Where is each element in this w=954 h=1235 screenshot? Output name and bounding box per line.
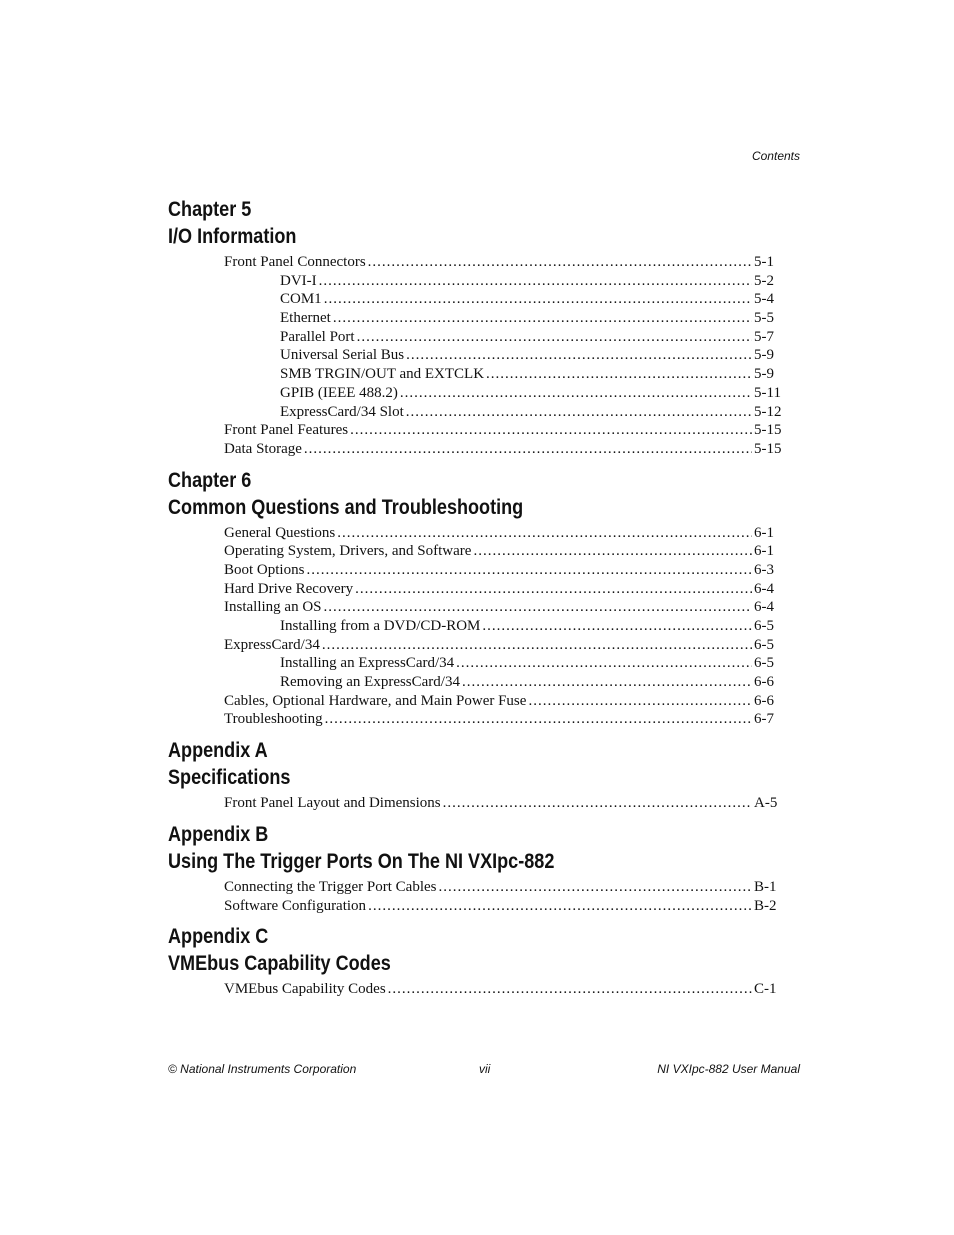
toc-entry[interactable] bbox=[280, 272, 784, 291]
running-head: Contents bbox=[751, 149, 800, 163]
dot-leader bbox=[473, 542, 752, 561]
toc-entry[interactable] bbox=[224, 421, 784, 440]
section-title: Common Questions and Troubleshooting bbox=[168, 495, 524, 519]
toc-entry-title: Installing from a DVD/CD-ROM bbox=[280, 618, 481, 634]
toc-entry[interactable] bbox=[224, 878, 784, 897]
toc-entry-page: 5-15 bbox=[754, 440, 782, 457]
dot-leader bbox=[368, 897, 752, 916]
toc-entry-list bbox=[168, 878, 784, 915]
toc-entry-list bbox=[168, 524, 784, 730]
toc-entry-page: 5-2 bbox=[754, 272, 774, 289]
toc-entry-page: B-1 bbox=[754, 878, 777, 895]
toc-entry-title: Parallel Port bbox=[280, 328, 355, 345]
dot-leader bbox=[486, 365, 752, 384]
section-title: VMEbus Capability Codes bbox=[168, 952, 391, 976]
toc-entry-title: Connecting the Trigger Port Cables bbox=[224, 878, 437, 895]
toc-entry-page: 5-12 bbox=[754, 403, 782, 420]
toc-entry[interactable] bbox=[224, 598, 784, 617]
section-label: Chapter 6 bbox=[168, 468, 252, 492]
page-footer bbox=[168, 1062, 800, 1078]
toc-entry[interactable] bbox=[280, 384, 784, 403]
toc-entry-page: 5-1 bbox=[754, 254, 774, 270]
toc-entry[interactable] bbox=[224, 636, 784, 655]
toc-entry-list bbox=[168, 253, 784, 459]
dot-leader bbox=[439, 878, 753, 897]
toc-entry[interactable] bbox=[224, 580, 784, 599]
dot-leader bbox=[322, 636, 752, 655]
toc-entry[interactable] bbox=[224, 253, 784, 272]
dot-leader bbox=[355, 580, 752, 599]
section-title: I/O Information bbox=[168, 225, 297, 248]
dot-leader bbox=[325, 710, 752, 729]
toc-entry[interactable] bbox=[224, 794, 784, 813]
section-label: Appendix C bbox=[168, 925, 269, 949]
toc-entry-title: Installing an OS bbox=[224, 599, 322, 616]
toc-entry[interactable] bbox=[280, 365, 784, 384]
toc-entry[interactable] bbox=[280, 403, 784, 422]
toc-entry-page: 6-1 bbox=[754, 543, 774, 560]
footer-page-number: vii bbox=[479, 1062, 491, 1076]
toc-entry[interactable] bbox=[224, 980, 784, 999]
dot-leader bbox=[456, 654, 752, 673]
toc-entry[interactable] bbox=[280, 673, 784, 692]
toc-entry-title: DVI-I bbox=[280, 272, 317, 289]
dot-leader bbox=[357, 328, 752, 347]
toc-entry-page: B-2 bbox=[754, 897, 777, 914]
toc-entry[interactable] bbox=[280, 346, 784, 365]
toc-entry-page: 6-4 bbox=[754, 580, 774, 597]
toc-entry-page: 5-15 bbox=[754, 422, 782, 439]
dot-leader bbox=[400, 384, 752, 403]
section-label: Appendix A bbox=[168, 739, 268, 763]
toc-entry-page: 5-9 bbox=[754, 347, 774, 364]
toc-section bbox=[168, 467, 784, 730]
toc-entry-page: 5-5 bbox=[754, 310, 774, 327]
toc-entry-title: Software Configuration bbox=[224, 897, 367, 914]
section-title: Using The Trigger Ports On The NI VXIpc-882 bbox=[168, 849, 555, 873]
toc-entry[interactable] bbox=[280, 290, 784, 309]
toc-section bbox=[168, 737, 784, 813]
toc-entry[interactable] bbox=[280, 617, 784, 636]
dot-leader bbox=[337, 524, 752, 543]
table-of-contents bbox=[168, 196, 784, 1007]
toc-entry-title: Troubleshooting bbox=[224, 711, 323, 728]
toc-entry-page: 5-4 bbox=[754, 291, 774, 308]
toc-entry-title: Front Panel Features bbox=[224, 422, 349, 439]
toc-entry[interactable] bbox=[224, 542, 784, 561]
toc-entry[interactable] bbox=[224, 440, 784, 459]
toc-entry-title: General Questions bbox=[224, 524, 336, 541]
toc-entry-title: VMEbus Capability Codes bbox=[224, 981, 386, 998]
toc-entry-title: Hard Drive Recovery bbox=[224, 580, 354, 597]
toc-entry-page: 6-3 bbox=[754, 561, 774, 578]
toc-entry-title: SMB TRGIN/OUT and EXTCLK bbox=[280, 366, 485, 383]
dot-leader bbox=[443, 794, 752, 813]
toc-entry-page: 5-11 bbox=[754, 384, 781, 401]
toc-section bbox=[168, 821, 784, 915]
toc-entry-page: C-1 bbox=[754, 981, 777, 998]
toc-entry[interactable] bbox=[224, 524, 784, 543]
section-label: Appendix B bbox=[168, 822, 269, 846]
toc-entry-page: 6-6 bbox=[754, 674, 774, 691]
toc-entry-title: Removing an ExpressCard/34 bbox=[280, 674, 460, 691]
toc-entry-title: Front Panel Layout and Dimensions bbox=[224, 795, 441, 812]
footer-copyright: © National Instruments Corporation bbox=[168, 1062, 357, 1076]
toc-entry-page: 6-7 bbox=[754, 711, 774, 728]
toc-entry-page: 6-6 bbox=[754, 692, 774, 709]
toc-entry-page: 5-7 bbox=[754, 328, 774, 345]
toc-entry[interactable] bbox=[280, 309, 784, 328]
toc-entry-page: 6-5 bbox=[754, 618, 774, 634]
toc-entry[interactable] bbox=[224, 897, 784, 916]
toc-entry-list bbox=[168, 794, 784, 813]
toc-entry-list bbox=[168, 980, 784, 999]
dot-leader bbox=[350, 421, 752, 440]
toc-entry-title: Boot Options bbox=[224, 561, 305, 578]
dot-leader bbox=[333, 309, 752, 328]
toc-entry-page: A-5 bbox=[754, 795, 778, 812]
toc-entry-page: 6-1 bbox=[754, 524, 774, 541]
toc-entry-title: Cables, Optional Hardware, and Main Power Fuse bbox=[224, 692, 527, 709]
dot-leader bbox=[324, 290, 752, 309]
dot-leader bbox=[462, 673, 752, 692]
dot-leader bbox=[406, 403, 752, 422]
toc-entry-page: 6-5 bbox=[754, 636, 774, 653]
dot-leader bbox=[324, 598, 753, 617]
toc-entry-title: Ethernet bbox=[280, 310, 331, 327]
dot-leader bbox=[306, 561, 752, 580]
dot-leader bbox=[528, 692, 752, 711]
toc-entry-title: ExpressCard/34 Slot bbox=[280, 403, 404, 420]
toc-section bbox=[168, 196, 784, 459]
dot-leader bbox=[406, 346, 752, 365]
dot-leader bbox=[482, 617, 752, 636]
toc-entry[interactable] bbox=[224, 692, 784, 711]
section-label: Chapter 5 bbox=[168, 198, 252, 221]
dot-leader bbox=[388, 980, 752, 999]
toc-entry-title: Universal Serial Bus bbox=[280, 347, 405, 364]
toc-entry[interactable] bbox=[224, 561, 784, 580]
toc-section bbox=[168, 923, 784, 999]
toc-entry-title: Installing an ExpressCard/34 bbox=[280, 655, 455, 672]
toc-entry-page: 6-5 bbox=[754, 655, 774, 672]
toc-entry-title: COM1 bbox=[280, 291, 322, 308]
toc-entry-title: Operating System, Drivers, and Software bbox=[224, 543, 472, 560]
toc-entry-title: Data Storage bbox=[224, 440, 302, 457]
dot-leader bbox=[304, 440, 752, 459]
toc-entry-page: 5-9 bbox=[754, 366, 774, 383]
toc-entry-title: ExpressCard/34 bbox=[224, 636, 320, 653]
dot-leader bbox=[368, 253, 752, 272]
toc-entry-page: 6-4 bbox=[754, 599, 774, 616]
toc-entry[interactable] bbox=[280, 328, 784, 347]
section-title: Specifications bbox=[168, 766, 291, 790]
toc-entry[interactable] bbox=[280, 654, 784, 673]
toc-entry[interactable] bbox=[224, 710, 784, 729]
toc-entry-title: Front Panel Connectors bbox=[224, 254, 366, 270]
dot-leader bbox=[319, 272, 752, 291]
footer-manual-title: NI VXIpc-882 User Manual bbox=[657, 1062, 800, 1076]
toc-entry-title: GPIB (IEEE 488.2) bbox=[280, 384, 398, 401]
